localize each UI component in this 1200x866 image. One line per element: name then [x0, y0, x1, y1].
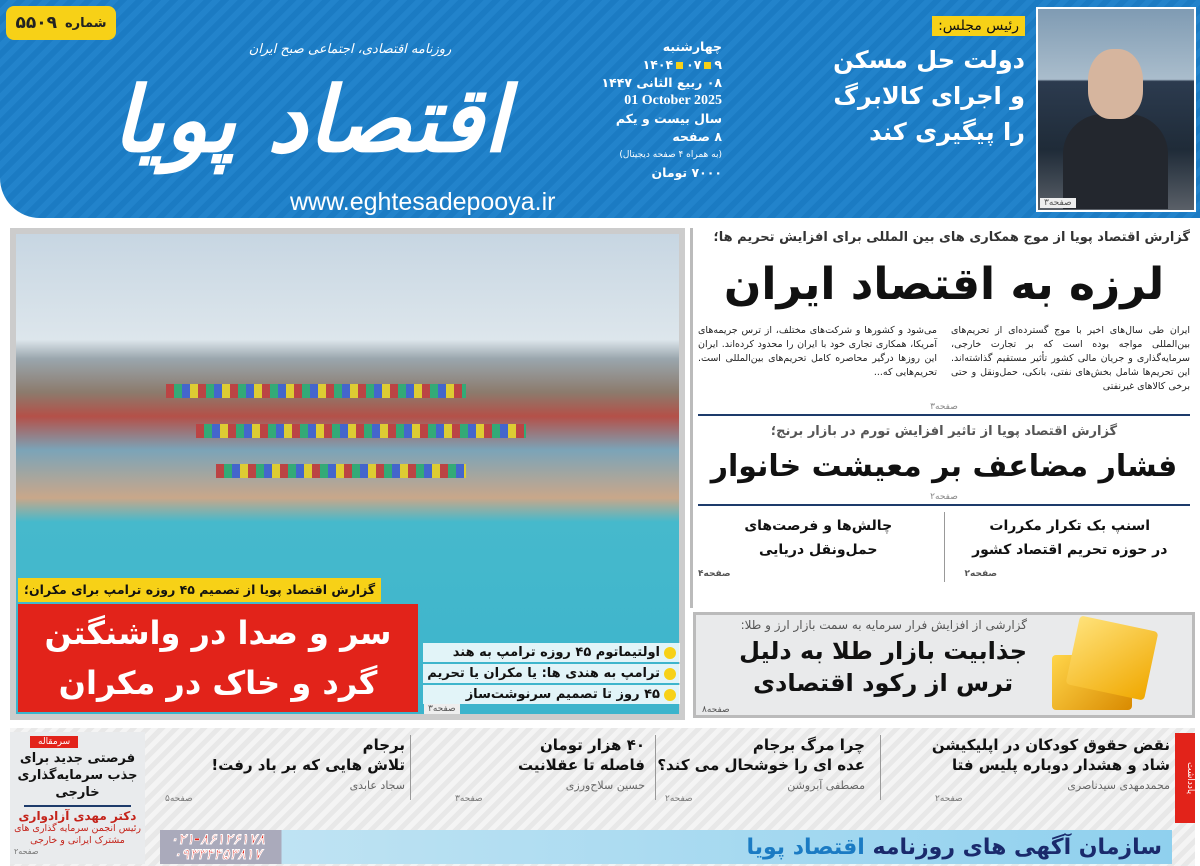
- sub-stories: [693, 512, 1195, 582]
- note-item[interactable]: ۴۰ هزار تومان فاصله تا عقلانیت حسین سلاح‌ورزی صفحه۳: [455, 736, 645, 804]
- editorial-title: فرصتی جدید برای جذب سرمایه‌گذاری خارجی: [17, 751, 138, 800]
- website-url[interactable]: www.eghtesadepooya.ir: [290, 188, 556, 216]
- page-ref: صفحه۳: [424, 704, 460, 714]
- gregorian-date: 01 October 2025: [624, 93, 722, 108]
- speaker-photo: [1036, 7, 1196, 212]
- lead-line: و اجرای کالابرگ: [833, 82, 1025, 110]
- tagline: روزنامه اقتصادی، اجتماعی صبح ایران: [248, 42, 452, 57]
- sub-story[interactable]: اسنپ بک تکرار مکررات در حوزه تحریم اقتصاد کشور صفحه۲: [964, 518, 1168, 579]
- rice-kicker: گزارش اقتصاد پویا از تاثیر افزایش تورم در بازار برنج؛: [770, 424, 1118, 439]
- bullet-item[interactable]: ترامپ به هندی ها: یا مکران یا تحریم: [423, 664, 680, 683]
- notes-label: یادداشت: [1175, 733, 1195, 823]
- rice-headline[interactable]: فشار مضاعف بر معیشت خانوار: [710, 449, 1178, 484]
- editorial-tag: سرمقاله: [30, 736, 78, 748]
- main-headline[interactable]: لرزه به اقتصاد ایران: [723, 259, 1165, 310]
- hijri-date: ۰۸ ربیع الثانی ۱۴۴۷: [601, 75, 722, 90]
- price: ۷۰۰۰ تومان: [651, 165, 722, 180]
- bullet-icon: [664, 668, 676, 680]
- gold-headline: جذابیت بازار طلا به دلیل ترس از رکود اقتصادی: [739, 637, 1027, 697]
- photo-containers: [196, 424, 526, 438]
- ad-title: سازمان آگهی های روزنامه اقتصاد پویا: [746, 834, 1162, 860]
- lead-story[interactable]: [833, 15, 1025, 150]
- makran-bullets: [423, 643, 680, 706]
- date-block: [602, 38, 723, 182]
- lead-kicker: رئیس مجلس:: [932, 16, 1025, 36]
- ad-banner[interactable]: [160, 830, 1172, 864]
- main-body: ایران طی سال‌های اخیر با موج گسترده‌ای از تحریم‌های بین‌المللی مواجه بوده است که بر تجارت خارجی، سرمایه‌گذاری و جریان مالی کشور تأثیر مستقیم گذاشته‌اند. این تحریم‌ها شامل بخش‌های نفتی، بانکی، حمل‌ونقل و حتی برخی کالاهای غیرنفتی می‌شود و کشورها و شرکت‌های مختلف، از ترس جریمه‌های آمریکا، همکاری تجاری خود با ایران را محدود کرده‌اند. ایران این روزها درگیر محاصره کامل تحریم‌های بین‌المللی است. تحریم‌هایی که...: [698, 325, 1190, 392]
- year-label: سال بیست و یکم: [615, 111, 722, 126]
- weekday: چهارشنبه: [662, 39, 722, 54]
- gold-kicker: گزارشی از افزایش فرار سرمایه به سمت بازار ارز و طلا:: [740, 618, 1027, 632]
- lead-line: را پیگیری کند: [869, 118, 1025, 146]
- note-item[interactable]: برجام تلاش هایی که بر باد رفت! سجاد عابدی صفحه۵: [165, 736, 405, 804]
- newspaper-logo: اقتصاد پویا: [111, 67, 509, 173]
- gold-story[interactable]: [693, 612, 1195, 718]
- issue-number: ۵۵۰۹: [15, 13, 57, 33]
- photo-containers: [216, 464, 466, 478]
- photo-figure: [1063, 114, 1168, 209]
- ad-phones: ۰۲۱-۸۶۱۲۶۱۷۸ ۰۹۳۳۴۴۵۳۸۱۷: [170, 830, 265, 863]
- photo-containers: [166, 384, 466, 398]
- divider: صفحه۳: [698, 402, 1190, 416]
- makran-kicker: گزارش اقتصاد پویا از تصمیم ۴۵ روزه ترامپ برای مکران؛: [18, 578, 381, 602]
- bullet-icon: [664, 647, 676, 659]
- page-ref: صفحه۳: [1040, 198, 1076, 208]
- editorial[interactable]: [10, 732, 145, 864]
- note-item[interactable]: نقض حقوق کودکان در اپلیکیشن شاد و هشدار دوباره پلیس فتا محمدمهدی سیدناصری صفحه۲: [931, 736, 1170, 804]
- bullet-item[interactable]: اولتیماتوم ۴۵ روزه ترامپ به هند: [423, 643, 680, 662]
- sub-story[interactable]: چالش‌ها و فرصت‌های حمل‌ونقل دریایی صفحه۴: [693, 512, 945, 582]
- editorial-role: رئیس انجمن سرمایه گذاری های مشترک ایرانی و خارجی: [14, 823, 141, 846]
- issue-label: شماره: [64, 15, 107, 31]
- lead-line: دولت حل مسکن: [833, 46, 1025, 74]
- divider: [698, 492, 1190, 506]
- page-count: ۸ صفحه: [672, 129, 722, 144]
- makran-headline[interactable]: سر و صدا در واشنگتن گرد و خاک در مکران: [18, 604, 418, 712]
- note-item[interactable]: چرا مرگ برجام عده ای را خوشحال می کند؟ مصطفی آبروشن صفحه۲: [657, 736, 865, 804]
- main-kicker: گزارش اقتصاد پویا از موج همکاری های بین المللی برای افزایش تحریم ها؛: [713, 230, 1190, 245]
- bullet-icon: [664, 689, 676, 701]
- persian-date: ۹۰۷۱۴۰۴: [642, 57, 722, 72]
- page-ref: صفحه۲: [14, 847, 39, 856]
- issue-badge: [6, 6, 116, 40]
- bullet-item[interactable]: ۴۵ روز تا تصمیم سرنوشت‌ساز: [423, 685, 680, 704]
- digital-pages: (به همراه ۴ صفحه دیجیتال): [619, 150, 722, 160]
- page-ref: صفحه۲: [930, 492, 958, 502]
- right-column: [690, 228, 1195, 608]
- photo-face: [1088, 49, 1143, 119]
- page-ref: صفحه۸: [702, 705, 730, 715]
- editorial-author: دکتر مهدی آزادواری: [18, 809, 137, 823]
